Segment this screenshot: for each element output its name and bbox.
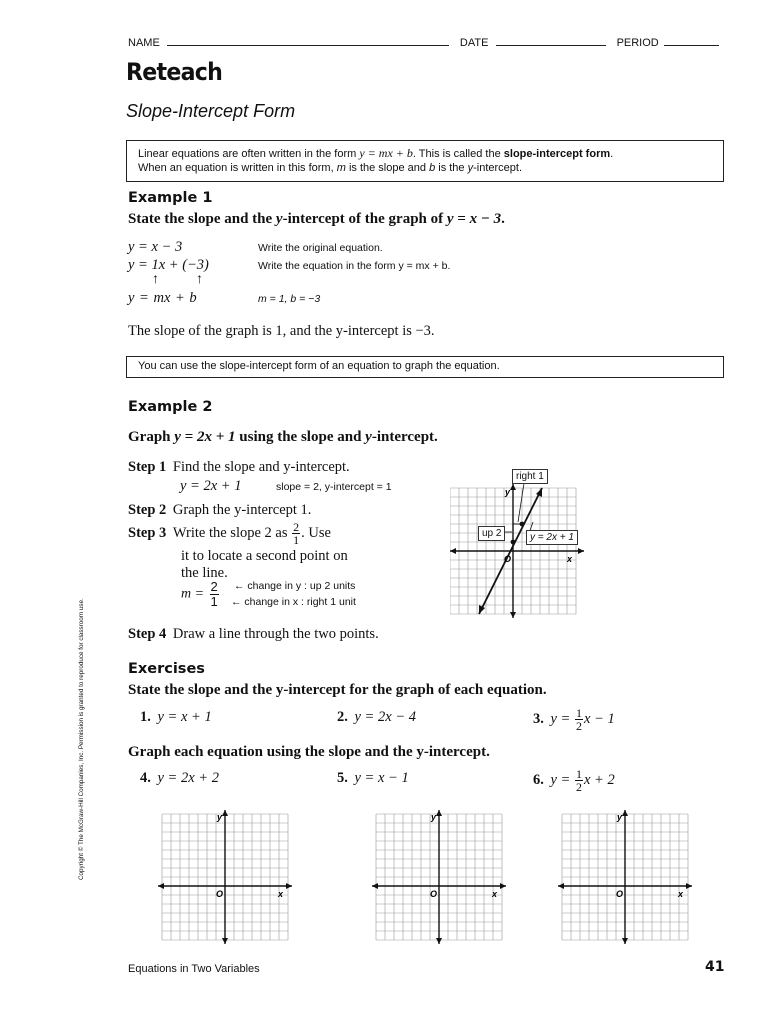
name-blank[interactable] [167, 34, 449, 46]
grid-x-label: x [678, 889, 684, 899]
exercise-4 [140, 770, 219, 787]
exercise-2 [337, 709, 416, 726]
grid-origin-label: O [216, 889, 224, 899]
fraction [292, 521, 300, 546]
step-text: Graph the y-intercept 1. [172, 502, 312, 518]
intro-var: b [429, 162, 436, 174]
x-axis-arrow-icon [372, 883, 378, 889]
arrow-up-icon: ↑ [152, 272, 159, 287]
ex1-conclusion: The slope of the graph is 1, and the y-intercept is −3. [128, 323, 435, 339]
note-box [126, 356, 724, 378]
copyright-notice: Copyright © The McGraw-Hill Companies, Inc. Permission is granted to reproduce for classroom use. [78, 598, 85, 880]
intro-term: slope-intercept form [503, 148, 611, 160]
step1 [128, 459, 350, 476]
step-label: Step 1 [128, 459, 167, 475]
example2-title: Example 2 [128, 399, 213, 415]
exercise-1 [140, 709, 212, 726]
ex1-note-row-3: m = 1, b = −3 [258, 293, 321, 305]
step-text: . Use [301, 524, 331, 541]
graph-y-label: y [505, 487, 511, 497]
exercise-eq: y = [550, 711, 574, 727]
grid-origin-label: O [616, 889, 624, 899]
fraction [575, 768, 583, 793]
denominator: 1 [210, 594, 218, 609]
exercise-number: 6. [533, 771, 544, 788]
exercises-prompt-2: Graph each equation using the slope and the y-intercept. [128, 744, 490, 760]
step3-line3: the line. [181, 565, 228, 581]
intro-text: Linear equations are often written in the form [138, 148, 360, 160]
x-axis-arrow-icon [450, 548, 456, 554]
numerator: 1 [575, 767, 582, 781]
step-text: Write the slope 2 as [172, 524, 292, 541]
intro-var: y [467, 162, 474, 174]
exercise-number: 1. [140, 709, 151, 725]
denominator: 2 [575, 780, 582, 794]
grid-x-label: x [278, 889, 284, 899]
ex1-note-row-1: Write the original equation. [258, 242, 383, 254]
prompt-text: . [501, 211, 505, 227]
ex1-note-row-2: Write the equation in the form y = mx + b. [258, 260, 451, 272]
exercises-prompt-1: State the slope and the y-intercept for the graph of each equation. [128, 682, 547, 698]
exercise-eq: y = [550, 772, 574, 788]
x-axis-arrow-icon [686, 883, 692, 889]
header-row [128, 34, 728, 49]
step3-note-y: ← change in y : up 2 units [234, 580, 356, 592]
fraction [575, 707, 583, 732]
exercise-eq: y = 2x − 4 [354, 709, 416, 725]
step4 [128, 626, 379, 643]
note-text: You can use the slope-intercept form of an equation to graph the equation. [138, 360, 500, 372]
step-label: Step 4 [128, 626, 167, 642]
step-label: Step 2 [128, 502, 167, 518]
intro-text: When an equation is written in this form, [138, 162, 337, 174]
prompt-text: -intercept of the graph of [282, 211, 447, 227]
intro-text: . This is called the [412, 148, 504, 160]
ex1-eq-row-2: y = 1x + (−3) [128, 257, 209, 273]
callout-right-1: right 1 [512, 469, 548, 484]
intro-line-2 [138, 161, 522, 176]
fraction [210, 580, 219, 609]
exercise-3 [533, 707, 615, 732]
example1-title: Example 1 [128, 190, 213, 206]
x-axis-arrow-icon [578, 548, 584, 554]
y-axis-arrow-icon [436, 938, 442, 944]
y-axis-arrow-icon [222, 938, 228, 944]
step-text: Find the slope and y-intercept. [172, 459, 350, 475]
numerator: 2 [210, 579, 218, 594]
exercise-number: 2. [337, 709, 348, 725]
exercise-6-grid[interactable] [558, 810, 694, 946]
intro-text: is the [435, 162, 468, 174]
exercise-eq: y = 2x + 2 [157, 770, 219, 786]
exercise-eq: y = x + 1 [157, 709, 212, 725]
example2-prompt [128, 429, 438, 446]
graph-origin-label: O [504, 554, 512, 564]
prompt-text: State the slope and the [128, 211, 276, 227]
y-axis-arrow-icon [622, 938, 628, 944]
example1-prompt [128, 211, 505, 228]
exercise-eq: y = x − 1 [354, 770, 409, 786]
intro-var: m [336, 162, 346, 174]
slope-m: m = [181, 586, 205, 602]
numerator: 2 [293, 520, 300, 534]
numerator: 1 [575, 706, 582, 720]
exercise-5 [337, 770, 409, 787]
x-axis-arrow-icon [558, 883, 564, 889]
intro-formula: y = mx + b [359, 146, 413, 160]
name-label: NAME [128, 37, 160, 49]
prompt-var: y [275, 211, 283, 227]
prompt-text: -intercept. [371, 429, 438, 445]
exercise-6 [533, 768, 615, 793]
period-label: PERIOD [616, 37, 659, 49]
step3-line2: it to locate a second point on [181, 548, 348, 564]
step1-note: slope = 2, y-intercept = 1 [276, 481, 392, 493]
step2 [128, 502, 311, 519]
step-label: Step 3 [128, 524, 167, 541]
step1-eq: y = 2x + 1 [180, 478, 242, 494]
callout-up-2: up 2 [478, 526, 505, 541]
exercises-title: Exercises [128, 661, 205, 677]
step3-note-x: ← change in x : right 1 unit [231, 596, 356, 608]
prompt-text: using the slope and [235, 429, 366, 445]
grid-origin-label: O [430, 889, 438, 899]
intro-text: -intercept. [473, 162, 523, 174]
intro-line-1 [138, 146, 613, 162]
y-axis-arrow-icon [622, 810, 628, 816]
arrow-up-icon: ↑ [196, 272, 203, 287]
exercise-number: 5. [337, 770, 348, 786]
y-axis-arrow-icon [510, 612, 516, 618]
example2-graph [450, 466, 590, 626]
step3-slope-fraction [181, 580, 220, 609]
grid-x-label: x [492, 889, 498, 899]
page-subtitle: Slope-Intercept Form [126, 101, 296, 121]
denominator: 1 [293, 533, 300, 547]
callout-equation: y = 2x + 1 [526, 530, 578, 545]
prompt-text: Graph [128, 429, 175, 445]
period-blank[interactable] [664, 34, 719, 46]
x-axis-arrow-icon [286, 883, 292, 889]
x-axis-arrow-icon [500, 883, 506, 889]
exercise-5-grid[interactable] [372, 810, 508, 946]
exercise-eq: x + 2 [583, 772, 615, 788]
exercise-4-grid[interactable] [158, 810, 294, 946]
x-axis-arrow-icon [158, 883, 164, 889]
footer-title: Equations in Two Variables [128, 963, 260, 975]
step-text: Draw a line through the two points. [172, 626, 379, 642]
prompt-var: y [365, 429, 372, 445]
ex1-eq-row-1: y = x − 3 [128, 239, 183, 255]
exercise-eq: x − 1 [583, 711, 615, 727]
intro-text: . [610, 148, 614, 160]
grid-y-label: y [217, 812, 223, 822]
page-number: 41 [705, 959, 725, 975]
denominator: 2 [575, 719, 582, 733]
date-label: DATE [459, 37, 489, 49]
page-title: Reteach [126, 58, 223, 86]
intro-box [126, 140, 724, 182]
exercise-number: 4. [140, 770, 151, 786]
graph-x-label: x [567, 554, 573, 564]
grid-y-label: y [617, 812, 623, 822]
prompt-eq: y = x − 3 [446, 211, 502, 227]
y-axis-arrow-icon [222, 810, 228, 816]
y-axis-arrow-icon [510, 484, 516, 490]
date-blank[interactable] [496, 34, 606, 46]
y-axis-arrow-icon [436, 810, 442, 816]
step3 [128, 521, 331, 546]
prompt-eq: y = 2x + 1 [174, 429, 236, 445]
grid-y-label: y [431, 812, 437, 822]
ex1-eq-row-3: y = mx + b [128, 290, 197, 306]
exercise-number: 3. [533, 710, 544, 727]
intro-text: is the slope and [345, 162, 430, 174]
